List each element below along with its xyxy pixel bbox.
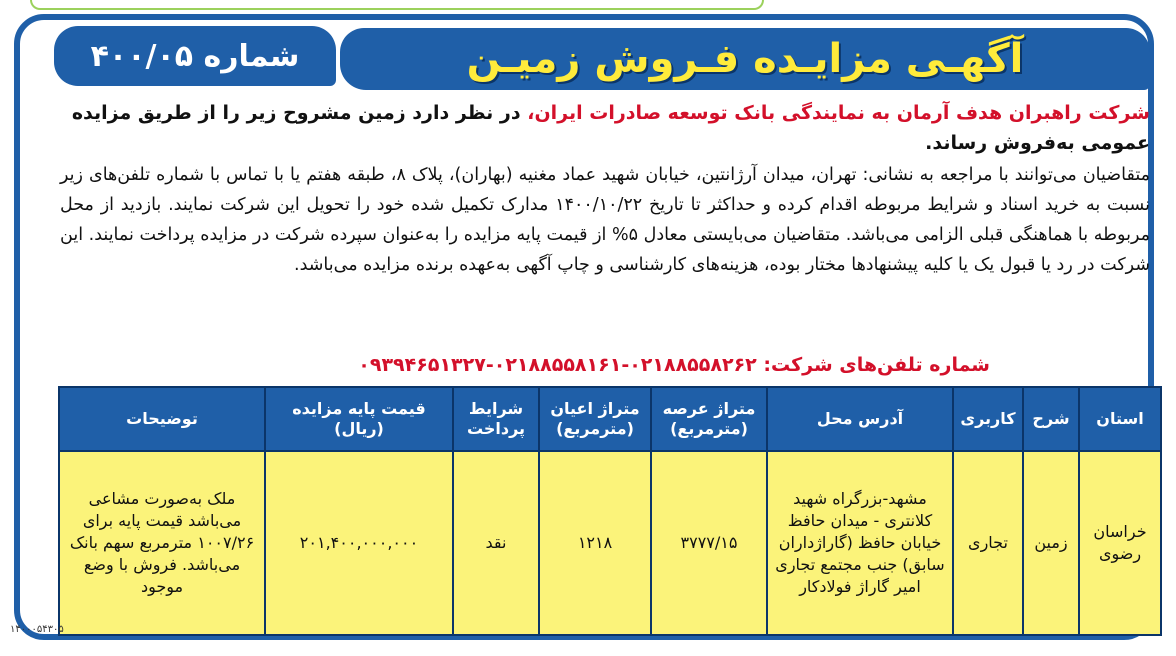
cell-address: مشهد-بزرگراه شهید کلانتری - میدان حافظ خیابان حافظ (گاراژداران سابق) جنب مجتمع تجاری امیر گاراژ فولادکار: [767, 451, 953, 635]
ad-number-box: [54, 26, 336, 86]
header-description: شرح: [1023, 387, 1079, 451]
header-usage: کاربری: [953, 387, 1023, 451]
cell-land-area: ۳۷۷۷/۱۵: [651, 451, 767, 635]
header-land-area: متراژ عرصه (مترمربع): [651, 387, 767, 451]
intro-paragraph: [60, 98, 1150, 158]
table-row: [59, 451, 1161, 635]
advertisement-frame: [14, 14, 1154, 640]
header-notes: توضیحات: [59, 387, 265, 451]
footer-code: ۱۴۰۰۰۵۴۳۰۵: [10, 624, 64, 635]
company-name: شرکت راهبران هدف آرمان به نمایندگی بانک توسعه صادرات ایران،: [527, 102, 1150, 124]
cell-usage: تجاری: [953, 451, 1023, 635]
cell-base-price: ۲۰۱,۴۰۰,۰۰۰,۰۰۰: [265, 451, 453, 635]
title-banner: [340, 28, 1150, 90]
intro-text: در نظر دارد زمین مشروح زیر را از طریق مزایده عمومی به‌فروش رساند.: [71, 102, 1150, 154]
header-province: استان: [1079, 387, 1161, 451]
header-base-price: قیمت پایه مزایده (ریال): [265, 387, 453, 451]
ad-number: شماره ۴۰۰/۰۵: [90, 38, 300, 74]
header-payment: شرایط پرداخت: [453, 387, 539, 451]
cell-notes: ملک به‌صورت مشاعی می‌باشد قیمت پایه برای ۱۰۰۷/۲۶ مترمربع سهم بانک می‌باشد. فروش با وضع موجود: [59, 451, 265, 635]
table-header-row: [59, 387, 1161, 451]
cell-building-area: ۱۲۱۸: [539, 451, 651, 635]
phone-numbers: ۰۲۱۸۸۵۵۸۲۶۲-۰۲۱۸۸۵۵۸۱۶۱-۰۹۳۹۴۶۵۱۳۲۷: [358, 354, 757, 376]
header-address: آدرس محل: [767, 387, 953, 451]
phones-label: شماره تلفن‌های شرکت:: [763, 354, 990, 376]
header-building-area: متراژ اعیان (مترمربع): [539, 387, 651, 451]
ad-body: [60, 98, 1150, 280]
phones-line: [220, 354, 990, 376]
cell-province: خراسان رضوی: [1079, 451, 1161, 635]
top-decorative-strip: [30, 0, 764, 10]
cell-description: زمین: [1023, 451, 1079, 635]
ad-title: آگهـی مزایـده فـروش زمیـن: [466, 36, 1024, 82]
auction-table: [58, 386, 1162, 636]
details-paragraph: متقاضیان می‌توانند با مراجعه به نشانی: تهران، میدان آرژانتین، خیابان شهید عماد مغنیه (بهاران)، پلاک ۸، طبقه هفتم یا با تماس با شماره تلفن‌های زیر نسبت به خرید اسناد و شرایط مربوطه اقدام کرده و حداکثر تا تاریخ ۱۴۰۰/۱۰/۲۲ مدارک تکمیل شده خود را تحویل این شرکت نمایند. بازدید از محل مربوطه با هماهنگی قبلی الزامی می‌باشد. متقاضیان می‌بایستی معادل ۵% از قیمت پایه مزایده را به‌عنوان سپرده شرکت در مزایده پرداخت نمایند. این شرکت در رد یا قبول یک یا کلیه پیشنهادها مختار بوده، هزینه‌های کارشناسی و چاپ آگهی به‌عهده برنده مزایده می‌باشد.: [60, 165, 1150, 275]
cell-payment: نقد: [453, 451, 539, 635]
